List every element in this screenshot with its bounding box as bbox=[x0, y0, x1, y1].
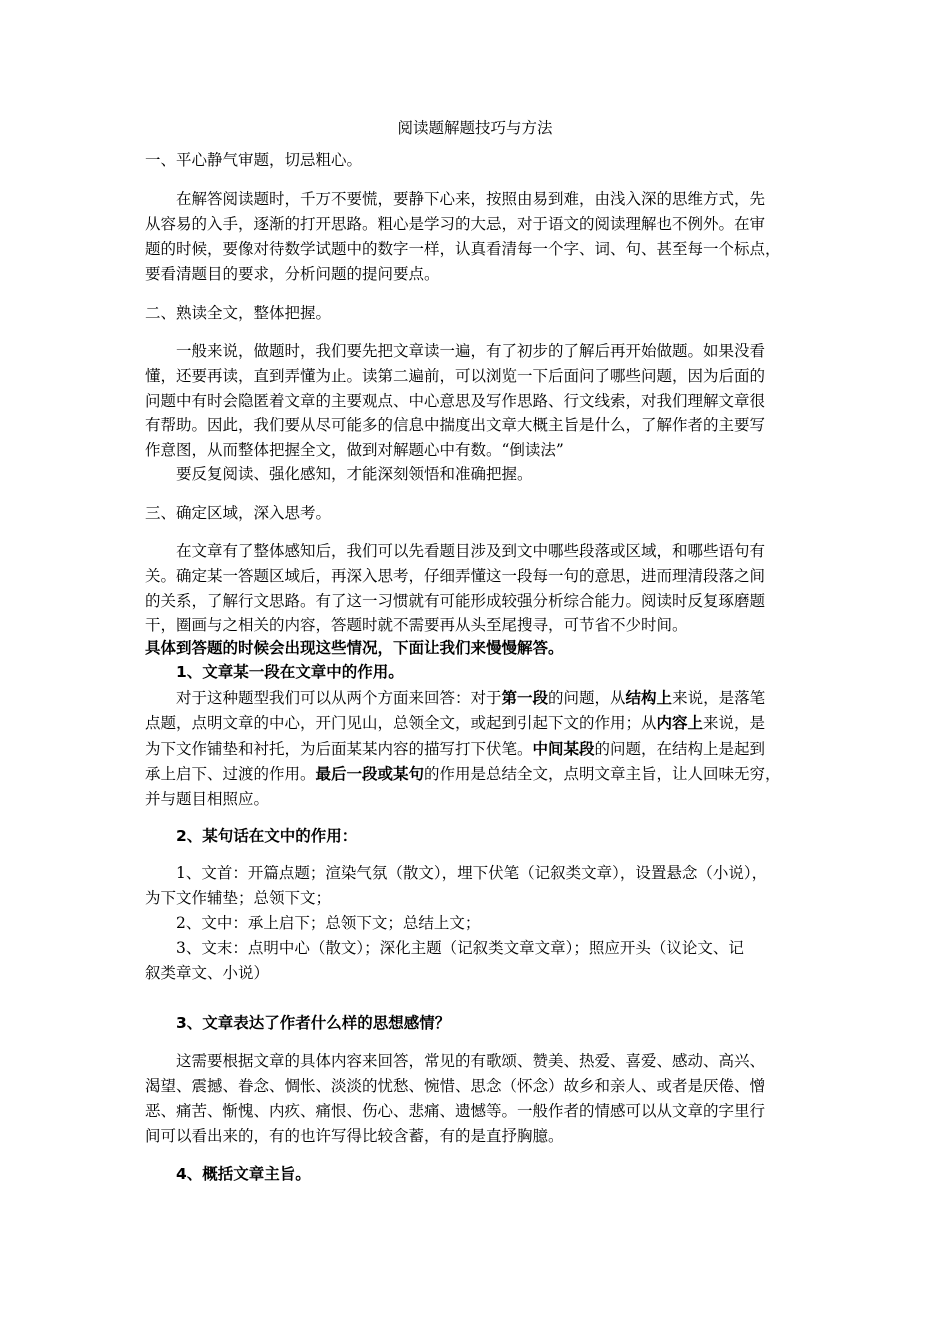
bold-intro-line: 具体到答题的时候会出现这些情况，下面让我们来慢慢解答。 bbox=[145, 639, 564, 657]
question-2-heading: 2、某句话在文中的作用： bbox=[176, 827, 358, 845]
document-title: 阅读题解题技巧与方法 bbox=[397, 119, 553, 137]
paragraph-line: 间可以看出来的，有的也许写得比较含蓄，有的是直抒胸臆。 bbox=[145, 1127, 564, 1145]
question-4-heading: 4、概括文章主旨。 bbox=[176, 1165, 311, 1183]
list-item: 叙类章文、小说） bbox=[145, 964, 270, 982]
paragraph-line: 要反复阅读、强化感知，才能深刻领悟和准确把握。 bbox=[176, 465, 533, 483]
paragraph-line: 承上启下、过渡的作用。最后一段或某句的作用是总结全文，点明文章主旨，让人回味无穷， bbox=[145, 765, 781, 783]
paragraph-line: 点题，点明文章的中心，开门见山，总领全文，或起到引起下文的作用；从内容上来说，是 bbox=[145, 714, 766, 732]
list-item: 为下文作辅垫；总领下文； bbox=[145, 889, 332, 907]
paragraph-line: 在文章有了整体感知后，我们可以先看题目涉及到文中哪些段落或区域，和哪些语句有 bbox=[176, 542, 766, 560]
paragraph-line: 一般来说，做题时，我们要先把文章读一遍，有了初步的了解后再开始做题。如果没看 bbox=[176, 342, 766, 360]
paragraph-line: 作意图，从而整体把握全文，做到对解题心中有数。“倒读法” bbox=[145, 441, 564, 459]
paragraph-line: 为下文作铺垫和衬托，为后面某某内容的描写打下伏笔。中间某段的问题，在结构上是起到 bbox=[145, 740, 766, 758]
paragraph-line: 从容易的入手，逐渐的打开思路。粗心是学习的大忌，对于语文的阅读理解也不例外。在审 bbox=[145, 215, 766, 233]
paragraph-line: 在解答阅读题时，千万不要慌，要静下心来，按照由易到难，由浅入深的思维方式，先 bbox=[176, 190, 766, 208]
paragraph-line: 要看清题目的要求，分析问题的提问要点。 bbox=[145, 265, 440, 283]
question-3-heading: 3、文章表达了作者什么样的思想感情？ bbox=[176, 1014, 451, 1032]
paragraph-line: 题的时候，要像对待数学试题中的数字一样，认真看清每一个字、词、句、甚至每一个标点， bbox=[145, 240, 781, 258]
paragraph-line: 的关系，了解行文思路。有了这一习惯就有可能形成较强分析综合能力。阅读时反复琢磨题 bbox=[145, 592, 766, 610]
paragraph-line: 并与题目相照应。 bbox=[145, 790, 270, 808]
paragraph-line: 这需要根据文章的具体内容来回答，常见的有歌颂、赞美、热爱、喜爱、感动、高兴、 bbox=[176, 1052, 766, 1070]
question-1-heading: 1、文章某一段在文章中的作用。 bbox=[176, 663, 404, 681]
paragraph-line: 恶、痛苦、惭愧、内疚、痛恨、伤心、悲痛、遗憾等。一般作者的情感可以从文章的字里行 bbox=[145, 1102, 766, 1120]
paragraph-line: 懂，还要再读，直到弄懂为止。读第二遍前，可以浏览一下后面问了哪些问题，因为后面的 bbox=[145, 367, 766, 385]
paragraph-line: 问题中有时会隐匿着文章的主要观点、中心意思及写作思路、行文线索，对我们理解文章很 bbox=[145, 392, 766, 410]
paragraph-line: 有帮助。因此，我们要从尽可能多的信息中揣度出文章大概主旨是什么，了解作者的主要写 bbox=[145, 416, 766, 434]
list-item: 1、文首：开篇点题；渲染气氛（散文），埋下伏笔（记叙类文章），设置悬念（小说）， bbox=[176, 864, 768, 882]
paragraph-line: 干，圈画与之相关的内容，答题时就不需要再从头至尾搜寻，可节省不少时间。 bbox=[145, 616, 688, 634]
section-1-heading: 一、平心静气审题，切忌粗心。 bbox=[145, 151, 363, 169]
paragraph-line: 对于这种题型我们可以从两个方面来回答：对于第一段的问题，从结构上来说，是落笔 bbox=[176, 689, 766, 707]
section-3-heading: 三、确定区域，深入思考。 bbox=[145, 504, 332, 522]
paragraph-line: 关。确定某一答题区域后，再深入思考，仔细弄懂这一段每一句的意思，进而理清段落之间 bbox=[145, 567, 766, 585]
paragraph-line: 渴望、震撼、眷念、惆怅、淡淡的忧愁、惋惜、思念（怀念）故乡和亲人、或者是厌倦、憎 bbox=[145, 1077, 766, 1095]
section-2-heading: 二、熟读全文，整体把握。 bbox=[145, 304, 332, 322]
list-item: 2、文中：承上启下；总领下文；总结上文； bbox=[176, 914, 481, 932]
list-item: 3、文末：点明中心（散文）；深化主题（记叙类文章文章）；照应开头（议论文、记 bbox=[176, 939, 744, 957]
